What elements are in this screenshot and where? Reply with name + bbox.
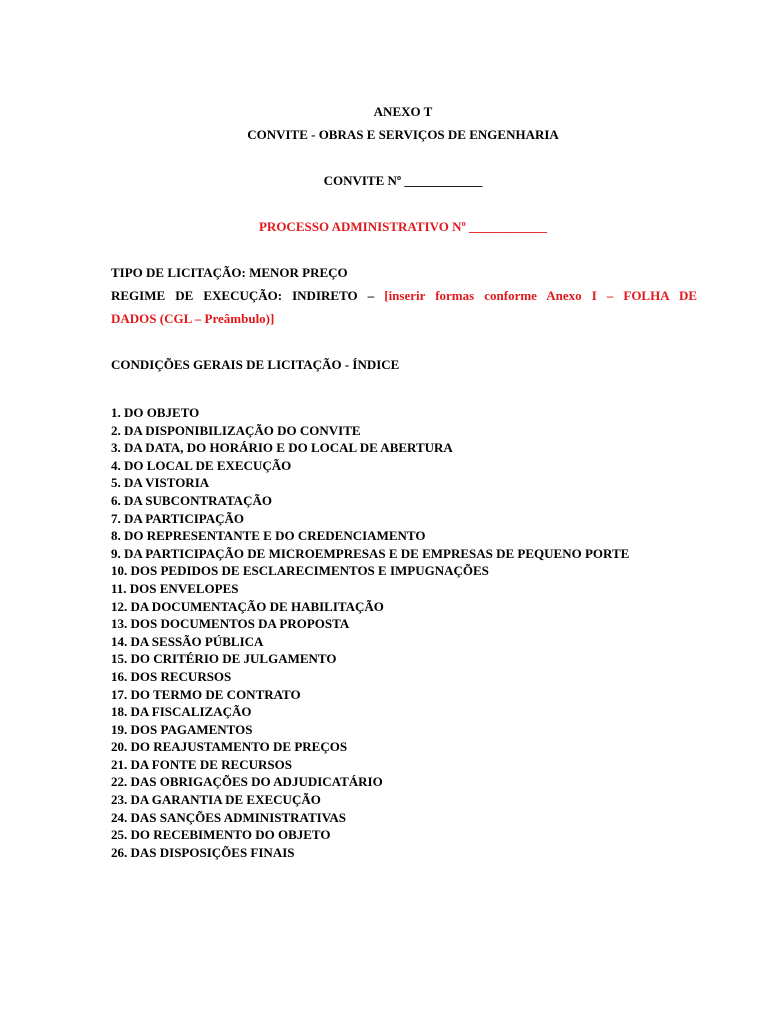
index-item: 25. DO RECEBIMENTO DO OBJETO (111, 827, 331, 843)
index-item: 6. DA SUBCONTRATAÇÃO (111, 492, 272, 508)
regime-label: REGIME DE EXECUÇÃO: INDIRETO – (111, 288, 375, 303)
index-item: 16. DOS RECURSOS (111, 668, 232, 684)
index-item: 21. DA FONTE DE RECURSOS (111, 756, 292, 772)
regime-note: [inserir formas conforme Anexo I – FOLHA DE (384, 288, 697, 303)
index-item: 17. DO TERMO DE CONTRATO (111, 686, 301, 702)
index-item: 13. DOS DOCUMENTOS DA PROPOSTA (111, 616, 350, 632)
index-item: 23. DA GARANTIA DE EXECUÇÃO (111, 792, 321, 808)
index-item: 15. DO CRITÉRIO DE JULGAMENTO (111, 651, 337, 667)
index-item: 7. DA PARTICIPAÇÃO (111, 510, 245, 526)
index-item: 12. DA DOCUMENTAÇÃO DE HABILITAÇÃO (111, 598, 384, 614)
document-subtitle: CONVITE - OBRAS E SERVIÇOS DE ENGENHARIA (247, 127, 559, 142)
index-item: 22. DAS OBRIGAÇÕES DO ADJUDICATÁRIO (111, 774, 383, 790)
index-item: 19. DOS PAGAMENTOS (111, 721, 253, 737)
convite-number: CONVITE Nº ____________ (323, 173, 483, 188)
index-list (111, 404, 629, 861)
index-item: 10. DOS PEDIDOS DE ESCLARECIMENTOS E IMPUGNAÇÕES (111, 563, 489, 579)
index-item: 3. DA DATA, DO HORÁRIO E DO LOCAL DE ABERTURA (111, 440, 453, 456)
index-item: 4. DO LOCAL DE EXECUÇÃO (111, 457, 292, 473)
regime-note-continued: DADOS (CGL – Preâmbulo)] (111, 311, 275, 326)
index-item: 9. DA PARTICIPAÇÃO DE MICROEMPRESAS E DE EMPRESAS DE PEQUENO PORTE (111, 545, 630, 561)
processo-number: PROCESSO ADMINISTRATIVO Nº ____________ (258, 219, 548, 234)
index-item: 8. DO REPRESENTANTE E DO CREDENCIAMENTO (111, 528, 426, 544)
annex-title: ANEXO T (373, 104, 433, 119)
index-item: 14. DA SESSÃO PÚBLICA (111, 633, 264, 649)
index-item: 26. DAS DISPOSIÇÕES FINAIS (111, 844, 295, 860)
index-item: 2. DA DISPONIBILIZAÇÃO DO CONVITE (111, 422, 361, 438)
index-item: 20. DO REAJUSTAMENTO DE PREÇOS (111, 739, 348, 755)
tipo-licitacao: TIPO DE LICITAÇÃO: MENOR PREÇO (111, 265, 348, 280)
regime-execucao-line (111, 288, 697, 304)
section-title: CONDIÇÕES GERAIS DE LICITAÇÃO - ÍNDICE (111, 357, 400, 372)
index-item: 11. DOS ENVELOPES (111, 580, 239, 596)
index-item: 18. DA FISCALIZAÇÃO (111, 704, 252, 720)
index-item: 5. DA VISTORIA (111, 475, 210, 491)
index-item: 24. DAS SANÇÕES ADMINISTRATIVAS (111, 809, 347, 825)
index-item: 1. DO OBJETO (111, 405, 200, 420)
